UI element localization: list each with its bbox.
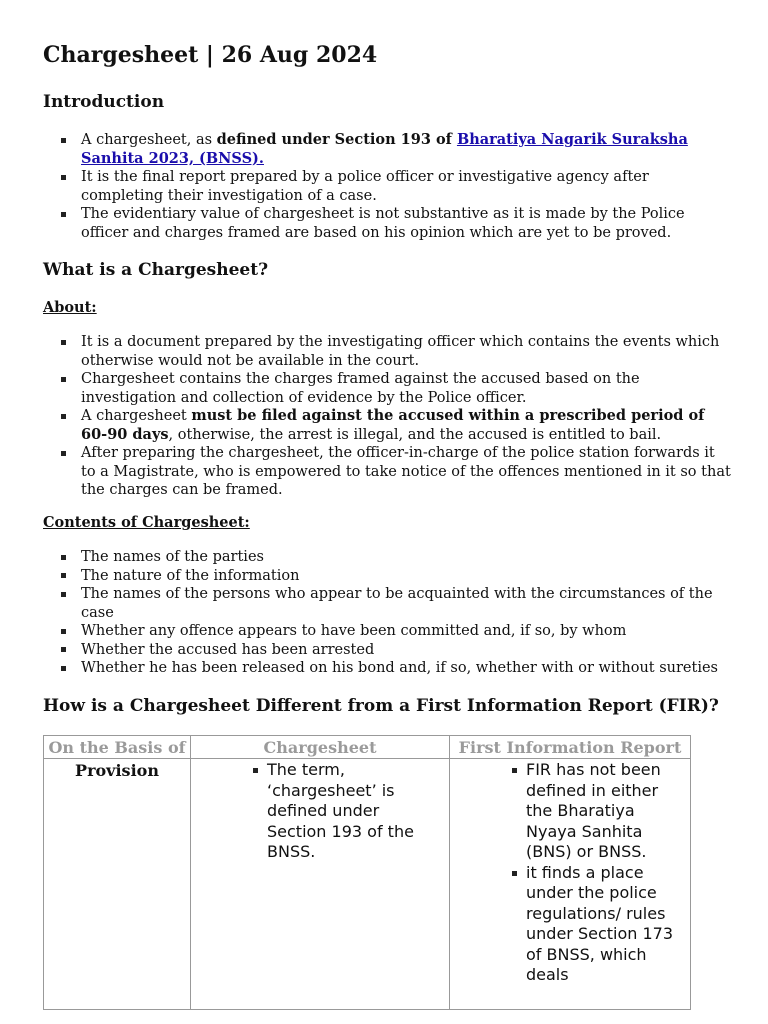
what-is-chargesheet-heading: What is a Chargesheet?	[43, 260, 269, 280]
list-item: Chargesheet contains the charges framed against the accused based on the investigation and collection of evidence by the Police officer.	[43, 370, 733, 407]
list-item: After preparing the chargesheet, the officer-in-charge of the police station forwards it to a Magistrate, who is empowered to take notice of the offences mentioned in it so that the charges can be framed.	[43, 444, 733, 500]
fir-cell	[450, 759, 691, 1010]
list-item: FIR has not been defined in either the Bharatiya Nyaya Sanhita (BNS) or BNSS.	[526, 760, 680, 863]
list-item: It is a document prepared by the investigating officer which contains the events which otherwise would not be available in the court.	[43, 333, 733, 370]
list-item: The term, ‘chargesheet’ is defined under Section 193 of the BNSS.	[267, 760, 417, 863]
list-item: Whether any offence appears to have been committed and, if so, by whom	[43, 622, 733, 641]
row-label: Provision	[75, 761, 159, 780]
table-row	[44, 759, 691, 1010]
list-item: The names of the persons who appear to be acquainted with the circumstances of the case	[43, 585, 733, 622]
chargesheet-cell	[191, 759, 450, 1010]
fir-list	[526, 760, 680, 986]
list-item: A chargesheet, as defined under Section 193 of Bharatiya Nagarik Suraksha Sanhita 2023, (BNSS).	[43, 131, 733, 168]
chargesheet-list	[267, 760, 417, 863]
about-list	[43, 333, 733, 500]
about-subheading: About:	[43, 299, 97, 316]
column-header: Chargesheet	[191, 736, 450, 759]
list-item: The evidentiary value of chargesheet is not substantive as it is made by the Police officer and charges framed are based on his opinion which are yet to be proved.	[43, 205, 733, 242]
introduction-list	[43, 131, 733, 242]
list-item: it finds a place under the police regulations/ rules under Section 173 of BNSS, which deals	[526, 863, 680, 986]
list-item: The nature of the information	[43, 567, 733, 586]
list-item: The names of the parties	[43, 548, 733, 567]
comparison-table	[43, 735, 691, 1010]
list-item: Whether the accused has been arrested	[43, 641, 733, 660]
contents-subheading: Contents of Chargesheet:	[43, 514, 250, 531]
list-item: It is the final report prepared by a police officer or investigative agency after completing their investigation of a case.	[43, 168, 733, 205]
introduction-heading: Introduction	[43, 92, 165, 112]
column-header: First Information Report	[450, 736, 691, 759]
table-header-row	[44, 736, 691, 759]
difference-heading: How is a Chargesheet Different from a First Information Report (FIR)?	[43, 696, 719, 716]
column-header: On the Basis of	[44, 736, 191, 759]
contents-list	[43, 548, 733, 678]
row-label-cell	[44, 759, 191, 1010]
bnss-link[interactable]: Bharatiya Nagarik Suraksha Sanhita 2023, (BNSS).	[81, 131, 688, 167]
page-title: Chargesheet | 26 Aug 2024	[43, 42, 378, 68]
list-item: Whether he has been released on his bond and, if so, whether with or without sureties	[43, 659, 733, 678]
list-item: A chargesheet must be filed against the accused within a prescribed period of 60-90 days, otherwise, the arrest is illegal, and the accused is entitled to bail.	[43, 407, 733, 444]
